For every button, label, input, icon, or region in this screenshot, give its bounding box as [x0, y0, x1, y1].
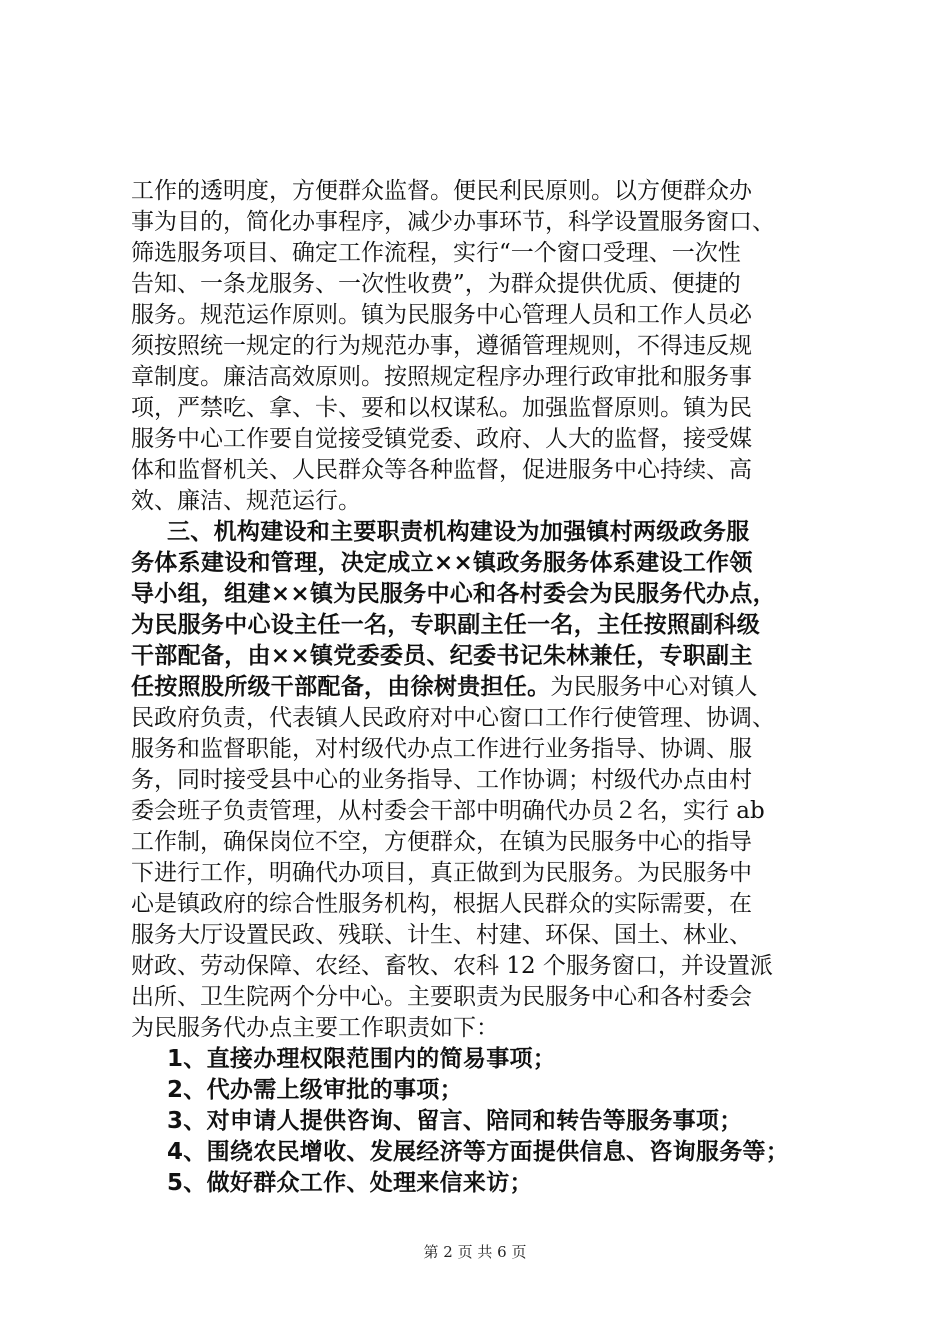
text-line [131, 175, 831, 206]
text-line [131, 609, 831, 640]
text-line [131, 888, 831, 919]
text-line-content: 为民服务代办点主要工作职责如下： [131, 1015, 499, 1041]
text-line-content: 工作制，确保岗位不空，方便群众，在镇为民服务中心的指导 [131, 829, 752, 855]
text-line [131, 237, 831, 268]
text-line [131, 392, 831, 423]
text-line [131, 516, 831, 547]
text-line-content: 出所、卫生院两个分中心。主要职责为民服务中心和各村委会 [131, 984, 752, 1010]
text-line [131, 299, 831, 330]
text-line-content: 1、直接办理权限范围内的简易事项； [167, 1046, 557, 1072]
text-line [131, 547, 831, 578]
text-line [131, 857, 831, 888]
text-line-content: 心是镇政府的综合性服务机构，根据人民群众的实际需要，在 [131, 891, 752, 917]
text-line [131, 268, 831, 299]
text-line-content: 5、做好群众工作、处理来信来访； [167, 1170, 533, 1196]
text-line-content: 3、对申请人提供咨询、留言、陪同和转告等服务事项； [167, 1108, 743, 1134]
text-line-content: 体和监督机关、人民群众等各种监督，促进服务中心持续、高 [131, 457, 752, 483]
text-line-content: 筛选服务项目、确定工作流程，实行“一个窗口受理、一次性 [131, 240, 741, 266]
text-line [131, 1105, 831, 1136]
text-line [131, 454, 831, 485]
text-line-content: 服务和监督职能，对村级代办点工作进行业务指导、协调、服 [131, 736, 752, 762]
text-line-content: 务，同时接受县中心的业务指导、工作协调；村级代办点由村 [131, 767, 752, 793]
text-line [131, 485, 831, 516]
text-line-tail: 为民服务中心对镇人 [550, 674, 758, 700]
text-line [131, 330, 831, 361]
text-line-content: 4、围绕农民增收、发展经济等方面提供信息、咨询服务等； [167, 1139, 790, 1165]
text-line-content: 章制度。廉洁高效原则。按照规定程序办理行政审批和服务事 [131, 364, 752, 390]
text-line-content: 三、机构建设和主要职责机构建设为加强镇村两级政务服 [167, 519, 750, 545]
text-line-content: 下进行工作，明确代办项目，真正做到为民服务。为民服务中 [131, 860, 752, 886]
text-line [131, 795, 831, 826]
text-line [131, 1167, 831, 1198]
text-line [131, 702, 831, 733]
text-line-content: 2、代办需上级审批的事项； [167, 1077, 463, 1103]
text-line-content: 须按照统一规定的行为规范办事，遵循管理规则，不得违反规 [131, 333, 752, 359]
text-line [131, 1136, 831, 1167]
text-line [131, 919, 831, 950]
text-line [131, 578, 831, 609]
text-line-content: 事为目的，简化办事程序，减少办事环节，科学设置服务窗口、 [131, 209, 775, 235]
text-line-content: 效、廉洁、规范运行。 [131, 488, 361, 514]
text-line [131, 361, 831, 392]
page-footer: 第 2 页 共 6 页 [423, 1243, 527, 1261]
text-line-content: 服务。规范运作原则。镇为民服务中心管理人员和工作人员必 [131, 302, 752, 328]
text-line-content: 民政府负责，代表镇人民政府对中心窗口工作行使管理、协调、 [131, 705, 775, 731]
text-line-content: 干部配备，由××镇党委委员、纪委书记朱林兼任，专职副主 [131, 643, 753, 669]
text-line [131, 423, 831, 454]
text-line [131, 950, 831, 981]
text-line [131, 1074, 831, 1105]
text-line [131, 671, 831, 702]
text-line [131, 733, 831, 764]
text-line [131, 1012, 831, 1043]
text-line-content: 任按照股所级干部配备，由徐树贵担任。 [131, 674, 551, 700]
text-line-content: 为民服务中心设主任一名，专职副主任一名，主任按照副科级 [131, 612, 761, 638]
text-line-content: 服务大厅设置民政、残联、计生、村建、环保、国土、林业、 [131, 922, 752, 948]
text-line [131, 826, 831, 857]
text-line-content: 务体系建设和管理，决定成立××镇政务服务体系建设工作领 [131, 550, 753, 576]
text-line-content: 财政、劳动保障、农经、畜牧、农科 12 个服务窗口，并设置派 [131, 953, 773, 979]
text-line-content: 告知、一条龙服务、一次性收费”，为群众提供优质、便捷的 [131, 271, 741, 297]
document-body [131, 175, 831, 1198]
text-line-content: 服务中心工作要自觉接受镇党委、政府、人大的监督，接受媒 [131, 426, 752, 452]
text-line-content: 委会班子负责管理，从村委会干部中明确代办员２名，实行 ab [131, 798, 765, 824]
text-line [131, 1043, 831, 1074]
text-line-content: 导小组，组建××镇为民服务中心和各村委会为民服务代办点， [131, 581, 776, 607]
text-line [131, 764, 831, 795]
text-line [131, 640, 831, 671]
text-line-content: 项，严禁吃、拿、卡、要和以权谋私。加强监督原则。镇为民 [131, 395, 752, 421]
text-line [131, 981, 831, 1012]
text-line [131, 206, 831, 237]
text-line-content: 工作的透明度，方便群众监督。便民利民原则。以方便群众办 [131, 178, 752, 204]
